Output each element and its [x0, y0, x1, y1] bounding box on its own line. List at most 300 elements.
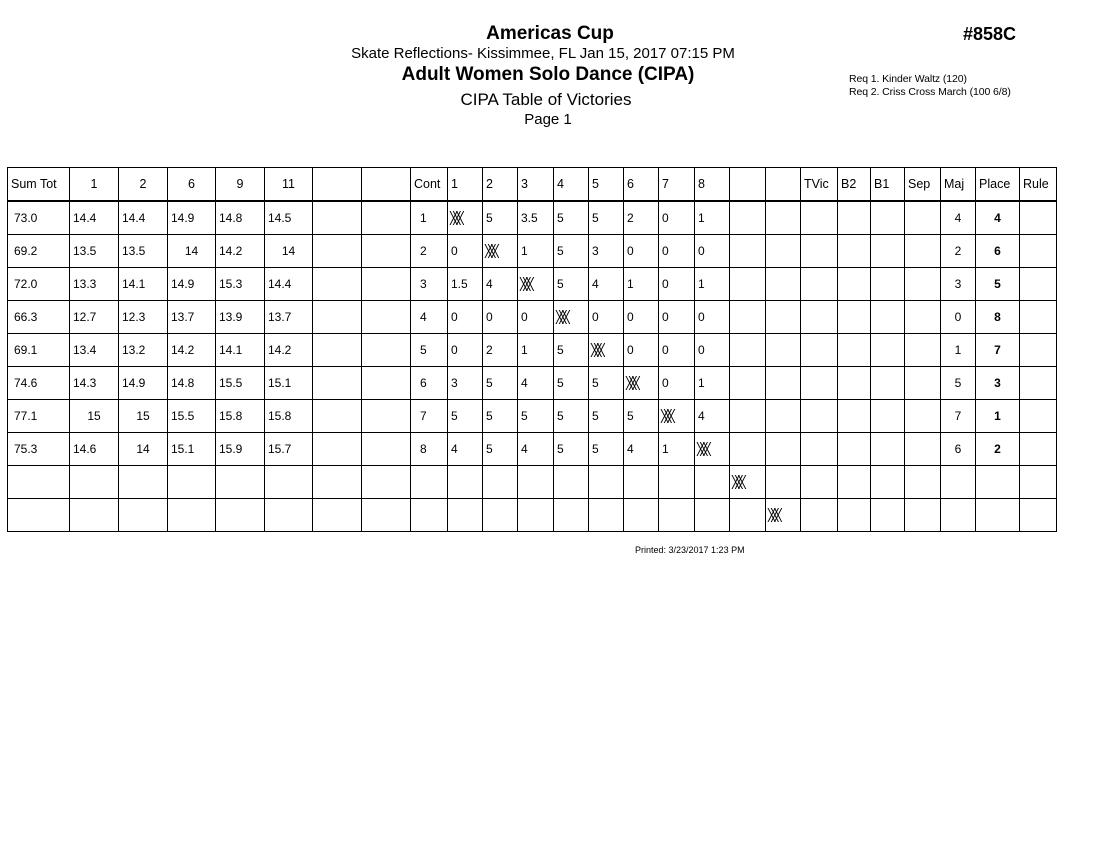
table-cell: 13.7 [168, 301, 216, 334]
table-cell: 14.2 [265, 334, 313, 367]
table-cell: 72.0 [8, 268, 70, 301]
table-cell: 1 [695, 268, 730, 301]
table-cell [838, 201, 871, 235]
table-cell [313, 268, 362, 301]
table-cell [871, 235, 905, 268]
column-header: 4 [554, 168, 589, 202]
table-cell: 1 [518, 334, 554, 367]
table-row [8, 235, 1057, 268]
table-cell [730, 235, 766, 268]
table-cell: 6 [411, 367, 448, 400]
table-cell: 0 [659, 268, 695, 301]
self-comparison-cell: ╳╳╳ [695, 433, 730, 466]
table-cell [871, 466, 905, 499]
table-cell: 14.9 [168, 268, 216, 301]
table-row [8, 499, 1057, 532]
table-cell [362, 433, 411, 466]
table-cell [362, 499, 411, 532]
table-cell [941, 466, 976, 499]
table-cell: 5 [411, 334, 448, 367]
column-header: 11 [265, 168, 313, 202]
table-cell [730, 499, 766, 532]
table-cell: 77.1 [8, 400, 70, 433]
column-header [313, 168, 362, 202]
table-cell: 5 [976, 268, 1020, 301]
table-cell [411, 466, 448, 499]
table-cell: 0 [695, 301, 730, 334]
self-comparison-cell: ╳╳╳ [483, 235, 518, 268]
column-header: 6 [624, 168, 659, 202]
table-cell [362, 201, 411, 235]
table-cell: 69.2 [8, 235, 70, 268]
self-comparison-cell: ╳╳╳ [659, 400, 695, 433]
table-header-row [8, 168, 1057, 202]
table-cell: 15.3 [216, 268, 265, 301]
column-header: 2 [483, 168, 518, 202]
table-cell: 15.5 [168, 400, 216, 433]
table-cell [8, 466, 70, 499]
table-cell: 5 [554, 433, 589, 466]
table-cell: 0 [695, 235, 730, 268]
table-cell [766, 466, 801, 499]
table-cell [1020, 334, 1057, 367]
table-cell [905, 367, 941, 400]
self-comparison-cell: ╳╳╳ [730, 466, 766, 499]
table-cell: 1 [976, 400, 1020, 433]
table-cell [313, 235, 362, 268]
table-cell: 4 [411, 301, 448, 334]
printed-timestamp: Printed: 3/23/2017 1:23 PM [635, 545, 745, 555]
table-cell [871, 268, 905, 301]
column-header: 1 [448, 168, 483, 202]
table-cell [766, 400, 801, 433]
table-cell: 13.3 [70, 268, 119, 301]
table-cell [838, 499, 871, 532]
table-cell: 1 [624, 268, 659, 301]
page-number: Page 1 [524, 111, 572, 128]
table-cell: 6 [941, 433, 976, 466]
table-cell: 5 [483, 433, 518, 466]
table-cell: 3 [976, 367, 1020, 400]
table-cell: 2 [976, 433, 1020, 466]
self-comparison-cell: ╳╳╳ [766, 499, 801, 532]
table-cell: 4 [589, 268, 624, 301]
event-title: Adult Women Solo Dance (CIPA) [401, 64, 695, 85]
table-row [8, 433, 1057, 466]
table-cell: 13.9 [216, 301, 265, 334]
table-cell [801, 235, 838, 268]
table-cell: 5 [483, 400, 518, 433]
table-cell: 0 [448, 235, 483, 268]
table-cell [766, 367, 801, 400]
table-cell [730, 433, 766, 466]
table-cell: 4 [518, 367, 554, 400]
table-row [8, 367, 1057, 400]
table-cell [871, 334, 905, 367]
table-cell: 15.1 [168, 433, 216, 466]
table-cell: 75.3 [8, 433, 70, 466]
venue-date-line: Skate Reflections- Kissimmee, FL Jan 15, 2017 07:15 PM [351, 45, 735, 62]
table-cell [871, 499, 905, 532]
column-header [730, 168, 766, 202]
column-header: 5 [589, 168, 624, 202]
table-cell [766, 268, 801, 301]
table-cell [838, 268, 871, 301]
table-cell [313, 499, 362, 532]
table-cell: 5 [589, 201, 624, 235]
table-cell: 6 [976, 235, 1020, 268]
table-cell [695, 499, 730, 532]
table-cell: 13.2 [119, 334, 168, 367]
column-header: 7 [659, 168, 695, 202]
table-cell [168, 466, 216, 499]
table-cell: 14.4 [119, 201, 168, 235]
table-cell [313, 433, 362, 466]
table-cell [801, 301, 838, 334]
table-cell: 5 [554, 235, 589, 268]
table-cell [1020, 301, 1057, 334]
table-cell: 12.3 [119, 301, 168, 334]
table-cell: 14.4 [70, 201, 119, 235]
table-cell: 2 [411, 235, 448, 268]
table-cell: 73.0 [8, 201, 70, 235]
table-cell [1020, 400, 1057, 433]
table-cell: 4 [518, 433, 554, 466]
table-cell [766, 235, 801, 268]
column-header: 6 [168, 168, 216, 202]
table-cell [313, 201, 362, 235]
column-header: 9 [216, 168, 265, 202]
table-cell [1020, 201, 1057, 235]
table-cell: 14.5 [265, 201, 313, 235]
table-cell: 14.4 [265, 268, 313, 301]
table-cell [518, 499, 554, 532]
table-cell: 5 [483, 367, 518, 400]
table-cell [766, 301, 801, 334]
table-cell: 1 [695, 367, 730, 400]
table-cell [313, 301, 362, 334]
table-row [8, 466, 1057, 499]
table-cell: 8 [976, 301, 1020, 334]
table-cell: 1 [941, 334, 976, 367]
table-cell: 15.7 [265, 433, 313, 466]
table-cell [313, 367, 362, 400]
table-cell [362, 235, 411, 268]
table-cell [554, 466, 589, 499]
table-cell [838, 334, 871, 367]
table-cell [265, 499, 313, 532]
table-cell: 5 [589, 400, 624, 433]
table-cell [905, 433, 941, 466]
table-cell: 14.6 [70, 433, 119, 466]
table-cell: 1 [518, 235, 554, 268]
table-cell: 0 [448, 334, 483, 367]
table-cell: 0 [659, 367, 695, 400]
table-cell [905, 400, 941, 433]
table-cell [730, 301, 766, 334]
table-cell [730, 400, 766, 433]
table-cell: 15 [119, 400, 168, 433]
table-cell: 0 [659, 201, 695, 235]
column-header: Cont [411, 168, 448, 202]
table-cell [362, 301, 411, 334]
table-cell [313, 400, 362, 433]
table-cell: 5 [554, 268, 589, 301]
table-cell [168, 499, 216, 532]
table-cell: 1 [411, 201, 448, 235]
table-cell [70, 466, 119, 499]
column-header: Rule [1020, 168, 1057, 202]
table-cell [730, 334, 766, 367]
table-cell: 14.2 [168, 334, 216, 367]
table-cell [905, 499, 941, 532]
table-cell: 14.9 [168, 201, 216, 235]
table-cell: 69.1 [8, 334, 70, 367]
table-cell: 3 [941, 268, 976, 301]
table-cell: 0 [624, 334, 659, 367]
column-header: 8 [695, 168, 730, 202]
table-cell [838, 301, 871, 334]
table-cell: 7 [976, 334, 1020, 367]
table-cell [448, 466, 483, 499]
self-comparison-cell: ╳╳╳ [624, 367, 659, 400]
table-cell [871, 301, 905, 334]
table-cell [448, 499, 483, 532]
table-cell [905, 466, 941, 499]
table-cell [941, 499, 976, 532]
table-cell [766, 201, 801, 235]
table-cell [801, 334, 838, 367]
table-cell [905, 301, 941, 334]
table-cell [801, 367, 838, 400]
report-subtitle: CIPA Table of Victories [460, 90, 632, 109]
table-cell [905, 235, 941, 268]
table-cell: 4 [976, 201, 1020, 235]
table-cell: 0 [624, 235, 659, 268]
table-cell: 12.7 [70, 301, 119, 334]
table-cell [624, 499, 659, 532]
table-cell: 4 [624, 433, 659, 466]
table-cell [1020, 235, 1057, 268]
table-cell [730, 268, 766, 301]
table-cell: 8 [411, 433, 448, 466]
table-cell: 3 [448, 367, 483, 400]
table-cell: 2 [624, 201, 659, 235]
table-cell [624, 466, 659, 499]
table-cell: 14 [119, 433, 168, 466]
table-cell [838, 400, 871, 433]
requirement-2: Req 2. Criss Cross March (100 6/8) [849, 86, 1011, 98]
event-number: #858C [963, 24, 1017, 44]
table-cell: 0 [448, 301, 483, 334]
column-header: B2 [838, 168, 871, 202]
table-cell [216, 466, 265, 499]
table-of-victories [7, 167, 1057, 532]
table-cell [801, 268, 838, 301]
table-cell: 1 [659, 433, 695, 466]
table-cell: 0 [659, 301, 695, 334]
table-cell: 15.5 [216, 367, 265, 400]
table-cell: 4 [483, 268, 518, 301]
table-cell: 5 [941, 367, 976, 400]
table-cell [838, 433, 871, 466]
table-cell: 14.9 [119, 367, 168, 400]
table-cell: 14.8 [216, 201, 265, 235]
table-cell [1020, 433, 1057, 466]
table-cell [766, 334, 801, 367]
column-header: B1 [871, 168, 905, 202]
table-cell [905, 201, 941, 235]
column-header: Place [976, 168, 1020, 202]
table-cell [905, 268, 941, 301]
table-cell: 0 [589, 301, 624, 334]
self-comparison-cell: ╳╳╳ [589, 334, 624, 367]
table-cell [554, 499, 589, 532]
table-cell: 5 [589, 433, 624, 466]
table-cell [70, 499, 119, 532]
table-cell [362, 466, 411, 499]
table-cell: 13.5 [119, 235, 168, 268]
table-cell [265, 466, 313, 499]
table-cell [411, 499, 448, 532]
table-cell: 14 [168, 235, 216, 268]
table-cell [119, 499, 168, 532]
table-cell [1020, 268, 1057, 301]
table-cell: 0 [941, 301, 976, 334]
table-row [8, 301, 1057, 334]
table-cell [362, 400, 411, 433]
table-cell: 13.4 [70, 334, 119, 367]
table-cell: 2 [483, 334, 518, 367]
table-cell: 5 [448, 400, 483, 433]
table-cell: 4 [695, 400, 730, 433]
self-comparison-cell: ╳╳╳ [518, 268, 554, 301]
column-header: Maj [941, 168, 976, 202]
table-cell: 4 [448, 433, 483, 466]
requirement-1: Req 1. Kinder Waltz (120) [849, 73, 967, 85]
table-cell [695, 466, 730, 499]
table-row [8, 334, 1057, 367]
table-cell [313, 334, 362, 367]
table-cell [8, 499, 70, 532]
table-cell [1020, 466, 1057, 499]
table-cell [976, 499, 1020, 532]
self-comparison-cell: ╳╳╳ [554, 301, 589, 334]
column-header: 3 [518, 168, 554, 202]
table-cell: 3.5 [518, 201, 554, 235]
table-cell [801, 400, 838, 433]
table-cell [871, 433, 905, 466]
table-cell: 1.5 [448, 268, 483, 301]
table-cell: 15.8 [216, 400, 265, 433]
table-cell: 0 [659, 334, 695, 367]
table-cell [838, 466, 871, 499]
table-cell [119, 466, 168, 499]
table-cell [730, 367, 766, 400]
table-cell [216, 499, 265, 532]
table-cell: 5 [554, 367, 589, 400]
table-cell: 7 [411, 400, 448, 433]
table-cell: 5 [624, 400, 659, 433]
table-cell: 2 [941, 235, 976, 268]
table-cell: 15.1 [265, 367, 313, 400]
table-cell: 0 [695, 334, 730, 367]
table-cell [483, 466, 518, 499]
table-row [8, 400, 1057, 433]
table-cell: 14.1 [216, 334, 265, 367]
table-cell: 14.1 [119, 268, 168, 301]
table-cell [871, 201, 905, 235]
column-header: Sum Tot [8, 168, 70, 202]
table-cell: 15 [70, 400, 119, 433]
table-cell [801, 433, 838, 466]
table-cell: 13.5 [70, 235, 119, 268]
table-cell [659, 466, 695, 499]
table-cell: 5 [554, 201, 589, 235]
column-header: 1 [70, 168, 119, 202]
competition-title: Americas Cup [486, 23, 614, 44]
table-cell [1020, 367, 1057, 400]
table-cell [976, 466, 1020, 499]
column-header: Sep [905, 168, 941, 202]
column-header: 2 [119, 168, 168, 202]
table-cell: 0 [659, 235, 695, 268]
table-cell [766, 433, 801, 466]
table-cell [801, 499, 838, 532]
table-cell [483, 499, 518, 532]
table-cell: 15.8 [265, 400, 313, 433]
table-cell: 7 [941, 400, 976, 433]
table-cell: 14.3 [70, 367, 119, 400]
table-cell: 0 [624, 301, 659, 334]
table-cell: 14.2 [216, 235, 265, 268]
table-cell: 5 [554, 400, 589, 433]
table-cell: 66.3 [8, 301, 70, 334]
table-cell [905, 334, 941, 367]
table-cell [801, 201, 838, 235]
table-cell: 1 [695, 201, 730, 235]
table-cell: 5 [483, 201, 518, 235]
table-cell: 3 [589, 235, 624, 268]
table-cell: 4 [941, 201, 976, 235]
table-cell: 3 [411, 268, 448, 301]
table-row [8, 201, 1057, 235]
table-cell [659, 499, 695, 532]
self-comparison-cell: ╳╳╳ [448, 201, 483, 235]
table-cell [871, 367, 905, 400]
table-cell [871, 400, 905, 433]
table-cell [362, 268, 411, 301]
table-cell [589, 499, 624, 532]
column-header: TVic [801, 168, 838, 202]
table-cell: 74.6 [8, 367, 70, 400]
table-cell: 15.9 [216, 433, 265, 466]
table-cell [313, 466, 362, 499]
column-header [362, 168, 411, 202]
table-row [8, 268, 1057, 301]
table-cell: 14.8 [168, 367, 216, 400]
table-cell: 13.7 [265, 301, 313, 334]
table-cell [730, 201, 766, 235]
table-cell: 5 [589, 367, 624, 400]
table-cell: 0 [483, 301, 518, 334]
table-cell [362, 334, 411, 367]
table-cell: 14 [265, 235, 313, 268]
table-cell [518, 466, 554, 499]
table-cell: 5 [554, 334, 589, 367]
table-cell [838, 235, 871, 268]
table-cell [362, 367, 411, 400]
